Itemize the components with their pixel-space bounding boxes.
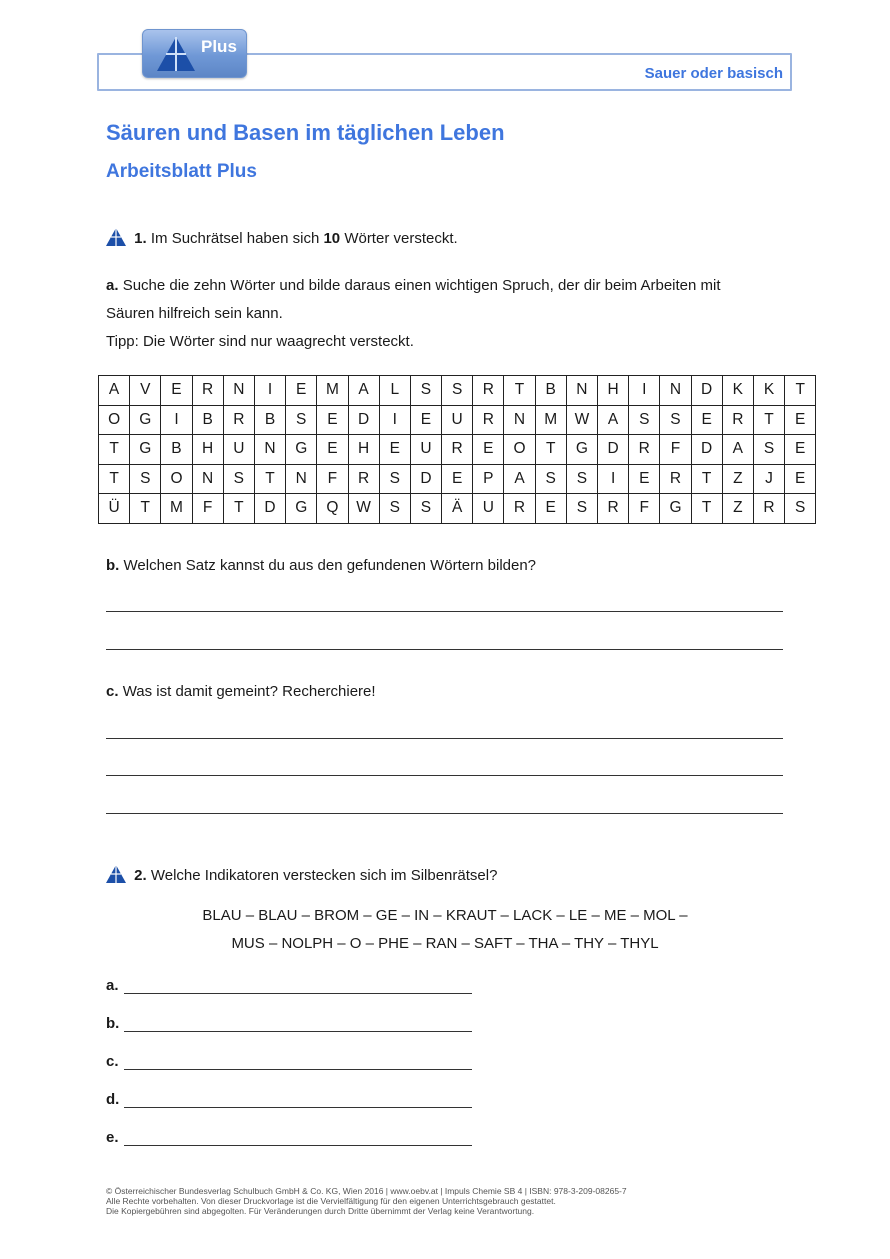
task1-count: 10 <box>323 230 341 247</box>
grid-cell[interactable]: T <box>753 405 784 435</box>
task1-heading <box>106 228 458 247</box>
answer-line[interactable] <box>124 993 472 994</box>
grid-cell[interactable]: T <box>130 494 161 524</box>
grid-cell[interactable]: N <box>566 376 597 406</box>
grid-cell[interactable]: T <box>223 494 254 524</box>
grid-cell[interactable]: A <box>99 376 130 406</box>
grid-cell[interactable]: M <box>535 405 566 435</box>
task1b-label: b. <box>106 557 120 574</box>
answer-label: e. <box>106 1129 119 1146</box>
grid-cell[interactable]: V <box>130 376 161 406</box>
grid-cell[interactable]: G <box>286 435 317 465</box>
task1b-question <box>106 552 796 580</box>
grid-cell[interactable]: Ä <box>442 494 473 524</box>
grid-cell[interactable]: H <box>348 435 379 465</box>
task1-text-after: Wörter versteckt. <box>344 230 458 247</box>
answer-label: d. <box>106 1091 120 1108</box>
grid-cell[interactable]: S <box>753 435 784 465</box>
task1a-instructions <box>106 272 796 356</box>
grid-cell[interactable]: I <box>629 376 660 406</box>
footer-rights: Alle Rechte vorbehalten. Von dieser Druckvorlage ist die Vervielfältigung für den eigenen Unterrichtsgebrauch gestattet. <box>106 1196 556 1206</box>
answer-line[interactable] <box>124 1031 472 1032</box>
grid-cell[interactable]: T <box>691 494 722 524</box>
grid-cell[interactable]: S <box>629 405 660 435</box>
grid-cell[interactable]: S <box>442 376 473 406</box>
grid-cell[interactable]: S <box>379 464 410 494</box>
grid-cell[interactable]: E <box>286 376 317 406</box>
grid-cell[interactable]: I <box>379 405 410 435</box>
task1a-label: a. <box>106 277 119 294</box>
grid-cell[interactable]: S <box>566 464 597 494</box>
task1a-tip: Tipp: Die Wörter sind nur waagrecht versteckt. <box>106 333 414 350</box>
grid-cell[interactable]: U <box>442 405 473 435</box>
answer-line[interactable] <box>106 738 783 739</box>
grid-cell[interactable]: G <box>130 405 161 435</box>
answer-line[interactable] <box>124 1069 472 1070</box>
task1-number: 1. <box>134 230 147 247</box>
grid-cell[interactable]: N <box>223 376 254 406</box>
grid-cell[interactable]: D <box>598 435 629 465</box>
task1c-question <box>106 678 796 706</box>
grid-cell[interactable]: R <box>629 435 660 465</box>
grid-cell[interactable]: U <box>223 435 254 465</box>
grid-cell[interactable]: M <box>317 376 348 406</box>
grid-cell[interactable]: E <box>317 435 348 465</box>
syllables-line2: MUS – NOLPH – O – PHE – RAN – SAFT – THA – THY – THYL <box>231 935 659 952</box>
grid-cell[interactable]: L <box>379 376 410 406</box>
grid-cell[interactable]: S <box>223 464 254 494</box>
grid-cell[interactable]: T <box>254 464 285 494</box>
grid-cell[interactable]: T <box>691 464 722 494</box>
grid-cell[interactable]: R <box>192 376 223 406</box>
grid-cell[interactable]: F <box>192 494 223 524</box>
grid-cell[interactable]: T <box>99 435 130 465</box>
grid-cell[interactable]: N <box>660 376 691 406</box>
grid-cell[interactable]: Z <box>722 494 753 524</box>
grid-cell[interactable]: I <box>254 376 285 406</box>
grid-cell[interactable]: D <box>691 376 722 406</box>
grid-row <box>99 464 816 494</box>
grid-cell[interactable]: E <box>442 464 473 494</box>
grid-cell[interactable]: B <box>192 405 223 435</box>
grid-cell[interactable]: E <box>691 405 722 435</box>
grid-cell[interactable]: B <box>161 435 192 465</box>
grid-cell[interactable]: E <box>161 376 192 406</box>
grid-cell[interactable]: R <box>348 464 379 494</box>
grid-cell[interactable]: U <box>410 435 441 465</box>
grid-cell[interactable]: G <box>660 494 691 524</box>
plus-logo <box>142 29 247 78</box>
grid-cell[interactable]: T <box>504 376 535 406</box>
grid-cell[interactable]: K <box>722 376 753 406</box>
answer-line[interactable] <box>106 611 783 612</box>
grid-cell[interactable]: W <box>566 405 597 435</box>
grid-cell[interactable]: A <box>504 464 535 494</box>
grid-cell[interactable]: R <box>598 494 629 524</box>
task1-text-before: Im Suchrätsel haben sich <box>150 230 320 247</box>
grid-cell[interactable]: S <box>535 464 566 494</box>
grid-cell[interactable]: E <box>317 405 348 435</box>
header-topic: Sauer oder basisch <box>644 65 783 82</box>
grid-cell[interactable]: E <box>410 405 441 435</box>
grid-row <box>99 376 816 406</box>
grid-cell[interactable]: K <box>753 376 784 406</box>
grid-cell[interactable]: D <box>348 405 379 435</box>
grid-cell[interactable]: A <box>722 435 753 465</box>
grid-cell[interactable]: S <box>286 405 317 435</box>
answer-line[interactable] <box>124 1145 472 1146</box>
footer-copyright: © Österreichischer Bundesverlag Schulbuch GmbH & Co. KG, Wien 2016 | www.oebv.at | Impuls Chemie SB 4 | ISBN: 978-3-209-08265-7 <box>106 1186 627 1196</box>
footer-disclaimer: Die Kopiergebühren sind abgegolten. Für Veränderungen durch Dritte übernimmt der Verlag keine Verantwortung. <box>106 1206 535 1216</box>
grid-cell[interactable]: N <box>192 464 223 494</box>
page-subtitle: Arbeitsblatt Plus <box>106 161 257 182</box>
grid-cell[interactable]: Ü <box>99 494 130 524</box>
grid-cell[interactable]: J <box>753 464 784 494</box>
answer-line[interactable] <box>106 649 783 650</box>
answer-label: a. <box>106 977 119 994</box>
grid-cell[interactable]: D <box>410 464 441 494</box>
answer-line[interactable] <box>106 813 783 814</box>
task2-heading <box>106 865 497 884</box>
task1a-text-line1: Suche die zehn Wörter und bilde daraus einen wichtigen Spruch, der dir beim Arbeiten mit <box>122 277 721 294</box>
grid-cell[interactable]: R <box>473 376 504 406</box>
grid-cell[interactable]: R <box>753 494 784 524</box>
task2-text: Welche Indikatoren verstecken sich im Silbenrätsel? <box>150 867 498 884</box>
footer <box>106 1186 627 1216</box>
grid-cell[interactable]: S <box>566 494 597 524</box>
word-search-grid <box>98 375 816 524</box>
page-title: Säuren und Basen im täglichen Leben <box>106 120 505 145</box>
answer-label: c. <box>106 1053 119 1070</box>
answer-line[interactable] <box>106 775 783 776</box>
grid-cell[interactable]: R <box>223 405 254 435</box>
grid-cell[interactable]: F <box>660 435 691 465</box>
grid-cell[interactable]: S <box>785 494 816 524</box>
grid-cell[interactable]: S <box>130 464 161 494</box>
grid-cell[interactable]: R <box>504 494 535 524</box>
grid-cell[interactable]: H <box>192 435 223 465</box>
pyramid-icon <box>156 36 196 72</box>
grid-cell[interactable]: S <box>379 494 410 524</box>
grid-cell[interactable]: N <box>254 435 285 465</box>
grid-cell[interactable]: E <box>379 435 410 465</box>
grid-cell[interactable]: N <box>286 464 317 494</box>
grid-cell[interactable]: A <box>348 376 379 406</box>
grid-cell[interactable]: O <box>99 405 130 435</box>
grid-cell[interactable]: D <box>691 435 722 465</box>
pyramid-icon <box>106 228 126 246</box>
answer-line[interactable] <box>124 1107 472 1108</box>
grid-cell[interactable]: R <box>442 435 473 465</box>
grid-cell[interactable]: B <box>535 376 566 406</box>
task2-number: 2. <box>134 867 147 884</box>
grid-cell[interactable]: E <box>785 435 816 465</box>
syllable-puzzle <box>106 902 784 958</box>
grid-cell[interactable]: S <box>410 376 441 406</box>
pyramid-icon <box>106 865 126 883</box>
grid-cell[interactable]: Z <box>722 464 753 494</box>
grid-row <box>99 405 816 435</box>
logo-text: Plus <box>201 37 237 56</box>
grid-cell[interactable]: I <box>161 405 192 435</box>
grid-cell[interactable]: O <box>161 464 192 494</box>
grid-cell[interactable]: G <box>130 435 161 465</box>
grid-cell[interactable]: E <box>473 435 504 465</box>
grid-cell[interactable]: U <box>473 494 504 524</box>
grid-cell[interactable]: F <box>317 464 348 494</box>
grid-cell[interactable]: E <box>629 464 660 494</box>
grid-cell[interactable]: O <box>504 435 535 465</box>
grid-cell[interactable]: G <box>566 435 597 465</box>
syllables-line1: BLAU – BLAU – BROM – GE – IN – KRAUT – LACK – LE – ME – MOL – <box>202 907 688 924</box>
grid-cell[interactable]: T <box>535 435 566 465</box>
grid-cell[interactable]: N <box>504 405 535 435</box>
task1b-text: Welchen Satz kannst du aus den gefundenen Wörtern bilden? <box>123 557 537 574</box>
grid-row <box>99 494 816 524</box>
grid-cell[interactable]: S <box>410 494 441 524</box>
grid-cell[interactable]: E <box>785 464 816 494</box>
grid-cell[interactable]: G <box>286 494 317 524</box>
grid-cell[interactable]: Q <box>317 494 348 524</box>
grid-cell[interactable]: R <box>660 464 691 494</box>
answer-label: b. <box>106 1015 120 1032</box>
grid-cell[interactable]: H <box>598 376 629 406</box>
grid-cell[interactable]: T <box>785 376 816 406</box>
grid-cell[interactable]: I <box>598 464 629 494</box>
task1c-label: c. <box>106 683 119 700</box>
grid-cell[interactable]: F <box>629 494 660 524</box>
grid-cell[interactable]: R <box>722 405 753 435</box>
grid-cell[interactable]: T <box>99 464 130 494</box>
task1a-text-line2: Säuren hilfreich sein kann. <box>106 305 283 322</box>
grid-cell[interactable]: D <box>254 494 285 524</box>
grid-cell[interactable]: E <box>785 405 816 435</box>
grid-cell[interactable]: P <box>473 464 504 494</box>
grid-cell[interactable]: R <box>473 405 504 435</box>
grid-cell[interactable]: B <box>254 405 285 435</box>
grid-row <box>99 435 816 465</box>
grid-cell[interactable]: W <box>348 494 379 524</box>
grid-cell[interactable]: A <box>598 405 629 435</box>
task1c-text: Was ist damit gemeint? Recherchiere! <box>122 683 376 700</box>
grid-cell[interactable]: M <box>161 494 192 524</box>
grid-cell[interactable]: S <box>660 405 691 435</box>
grid-cell[interactable]: E <box>535 494 566 524</box>
